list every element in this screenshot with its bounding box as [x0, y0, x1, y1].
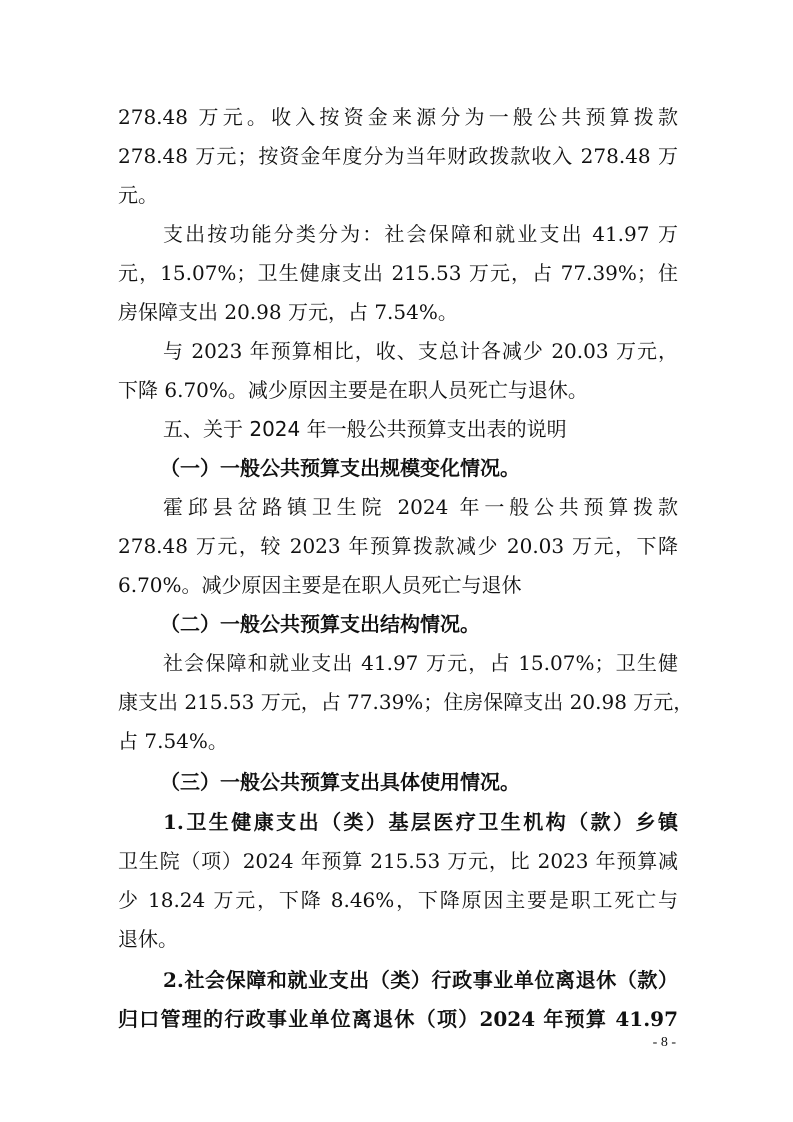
paragraph-line: 卫生院（项）2024 年预算 215.53 万元，比 2023 年预算减	[118, 849, 678, 873]
paragraph-line: 房保障支出 20.98 万元，占 7.54%。	[118, 300, 458, 324]
paragraph-line: 康支出 215.53 万元，占 77.39%；住房保障支出 20.98 万元，	[118, 690, 694, 714]
paragraph-line: 元。	[118, 183, 158, 207]
paragraph-line: 归口管理的行政事业单位离退休（项）2024 年预算 41.97	[118, 1007, 678, 1031]
paragraph-line: 支出按功能分类分为：社会保障和就业支出 41.97 万	[163, 222, 678, 246]
paragraph-line: 退休。	[118, 927, 178, 951]
paragraph-line: 2.社会保障和就业支出（类）行政事业单位离退休（款）	[163, 968, 678, 992]
subsection-heading: （一）一般公共预算支出规模变化情况。	[160, 456, 520, 480]
paragraph-line: 6.70%。减少原因主要是在职人员死亡与退休	[118, 573, 522, 597]
section-heading: 五、关于 2024 年一般公共预算支出表的说明	[163, 417, 567, 441]
paragraph-line: 社会保障和就业支出 41.97 万元，占 15.07%；卫生健	[163, 651, 678, 675]
paragraph-line: 278.48 万元；按资金年度分为当年财政拨款收入 278.48 万	[118, 144, 678, 168]
paragraph-line: 1.卫生健康支出（类）基层医疗卫生机构（款）乡镇	[163, 810, 678, 834]
page-number: - 8 -	[652, 1035, 676, 1050]
paragraph-line: 占 7.54%。	[118, 729, 228, 753]
subsection-heading: （二）一般公共预算支出结构情况。	[160, 612, 480, 636]
paragraph-line: 下降 6.70%。减少原因主要是在职人员死亡与退休。	[118, 378, 588, 402]
paragraph-line: 278.48 万元，较 2023 年预算拨款减少 20.03 万元，下降	[118, 534, 678, 558]
subsection-heading: （三）一般公共预算支出具体使用情况。	[160, 770, 520, 794]
paragraph-line: 霍邱县岔路镇卫生院 2024 年一般公共预算拨款	[163, 495, 678, 519]
paragraph-line: 与 2023 年预算相比，收、支总计各减少 20.03 万元，	[163, 339, 678, 363]
paragraph-line: 元，15.07%；卫生健康支出 215.53 万元，占 77.39%；住	[118, 261, 678, 285]
paragraph-line: 278.48 万元。收入按资金来源分为一般公共预算拨款	[118, 105, 678, 129]
paragraph-line: 少 18.24 万元，下降 8.46%，下降原因主要是职工死亡与	[118, 888, 678, 912]
